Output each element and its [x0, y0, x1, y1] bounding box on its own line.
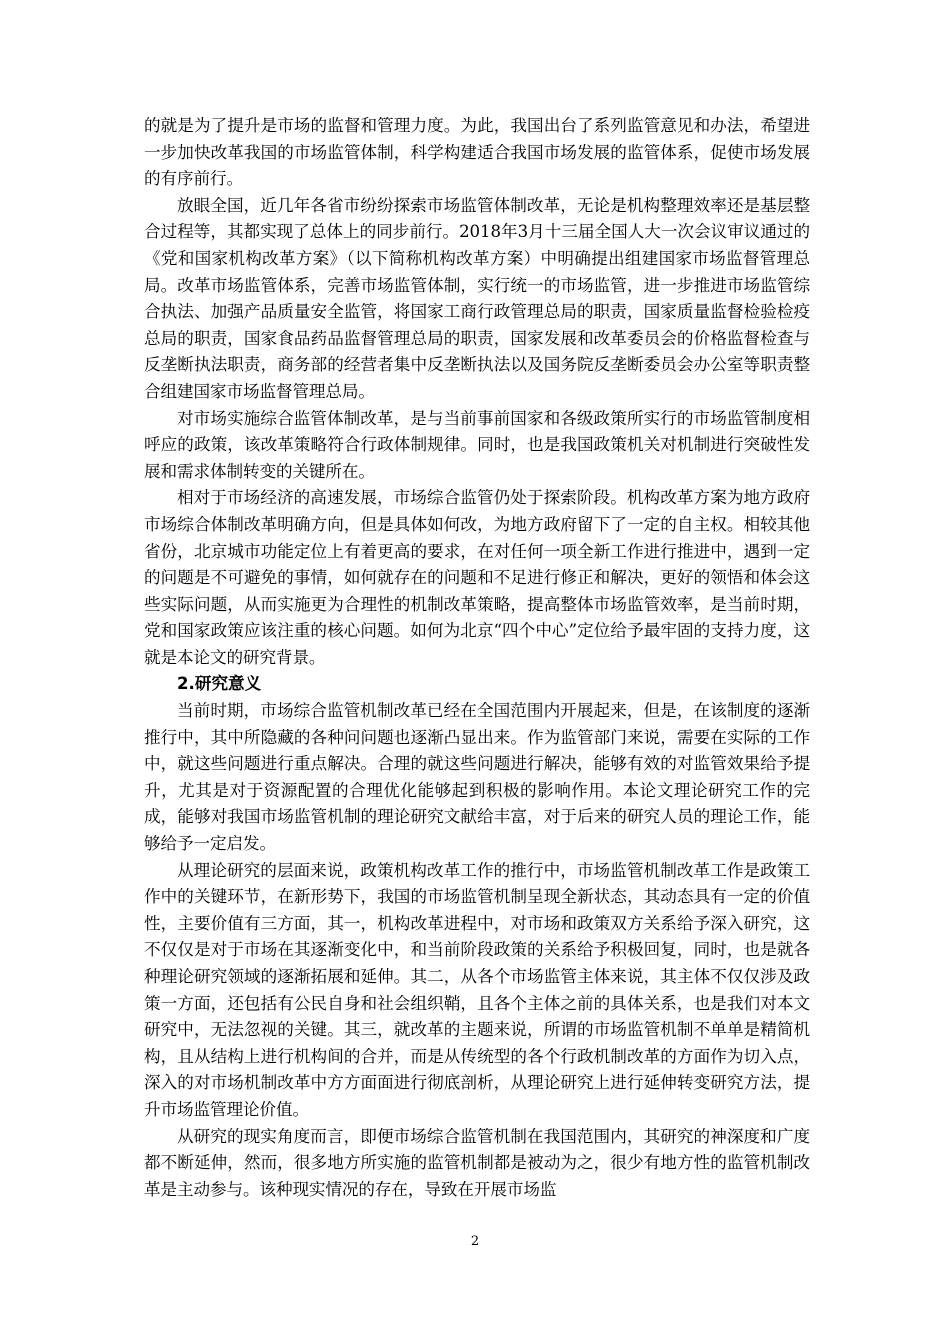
- paragraph-continuation: 的就是为了提升是市场的监督和管理力度。为此，我国出台了系列监管意见和办法，希望进一步加快改革我国的市场监管体制，科学构建适合我国市场发展的监管体系，促使市场发展的有序前行。: [144, 116, 810, 189]
- document-body: [144, 113, 810, 1203]
- paragraph: 从理论研究的层面来说，政策机构改革工作的推行中，市场监管机制改革工作是政策工作中的关键环节，在新形势下，我国的市场监管机制呈现全新状态，其动态具有一定的价值性，主要价值有三方面，其一，机构改革进程中，对市场和政策双方关系给予深入研究，这不仅仅是对于市场在其逐渐变化中，和当前阶段政策的关系给予积极回复，同时，也是就各种理论研究领域的逐渐拓展和延伸。其二，从各个市场监管主体来说，其主体不仅仅涉及政策一方面，还包括有公民自身和社会组织鞘，且各个主体之前的具体关系，也是我们对本文研究中，无法忽视的关键。其三，就改革的主题来说，所谓的市场监管机制不单单是精简机构，且从结构上进行机构间的合并，而是从传统型的各个行政机制改革的方面作为切入点，深入的对市场机制改革中方方面面进行彻底剖析，从理论研究上进行延伸转变研究方法，提升市场监管理论价值。: [144, 860, 810, 1119]
- paragraph: 当前时期，市场综合监管机制改革已经在全国范围内开展起来，但是，在该制度的逐渐推行中，其中所隐藏的各种问问题也逐渐凸显出来。作为监管部门来说，需要在实际的工作中，就这些问题进行重点解决。合理的就这些问题进行解决，能够有效的对监管效果给予提升，尤其是对于资源配置的合理优化能够起到积极的影响作用。本论文理论研究工作的完成，能够对我国市场监管机制的理论研究文献给丰富，对于后来的研究人员的理论工作，能够给予一定启发。: [144, 701, 810, 854]
- paragraph: 放眼全国，近几年各省市纷纷探索市场监管体制改革，无论是机构整理效率还是基层整合过程等，其都实现了总体上的同步前行。2018年3月十三届全国人大一次会议审议通过的《党和国家机构改革方案》（以下简称机构改革方案）中明确提出组建国家市场监督管理总局。改革市场监管体系，完善市场监管体制，实行统一的市场监管，进一步推进市场监管综合执法、加强产品质量安全监管，将国家工商行政管理总局的职责，国家质量监督检验检疫总局的职责，国家食品药品监督管理总局的职责，国家发展和改革委员会的价格监督检查与反垄断执法职责，商务部的经营者集中反垄断执法以及国务院反垄断委员会办公室等职责整合组建国家市场监督管理总局。: [144, 195, 810, 401]
- paragraph: 从研究的现实角度而言，即便市场综合监管机制在我国范围内，其研究的神深度和广度都不断延伸，然而，很多地方所实施的监管机制都是被动为之，很少有地方性的监管机制改革是主动参与。该种现实情况的存在，导致在开展市场监: [144, 1126, 810, 1199]
- paragraph: 对市场实施综合监管体制改革，是与当前事前国家和各级政策所实行的市场监管制度相呼应的政策，该改革策略符合行政体制规律。同时，也是我国政策机关对机制进行突破性发展和需求体制转变的关键所在。: [144, 408, 810, 481]
- section-heading: 2.研究意义: [177, 674, 262, 694]
- paragraph: 相对于市场经济的高速发展，市场综合监管仍处于探索阶段。机构改革方案为地方政府市场综合体制改革明确方向，但是具体如何改，为地方政府留下了一定的自主权。相较其他省份，北京城市功能定位上有着更高的要求，在对任何一项全新工作进行推进中，遇到一定的问题是不可避免的事情，如何就存在的问题和不足进行修正和解决，更好的领悟和体会这些实际问题，从而实施更为合理性的机制改革策略，提高整体市场监管效率，是当前时期，党和国家政策应该注重的核心问题。如何为北京“四个中心”定位给予最牢固的支持力度，这就是本论文的研究背景。: [144, 488, 810, 667]
- page-number: 2: [470, 1234, 480, 1249]
